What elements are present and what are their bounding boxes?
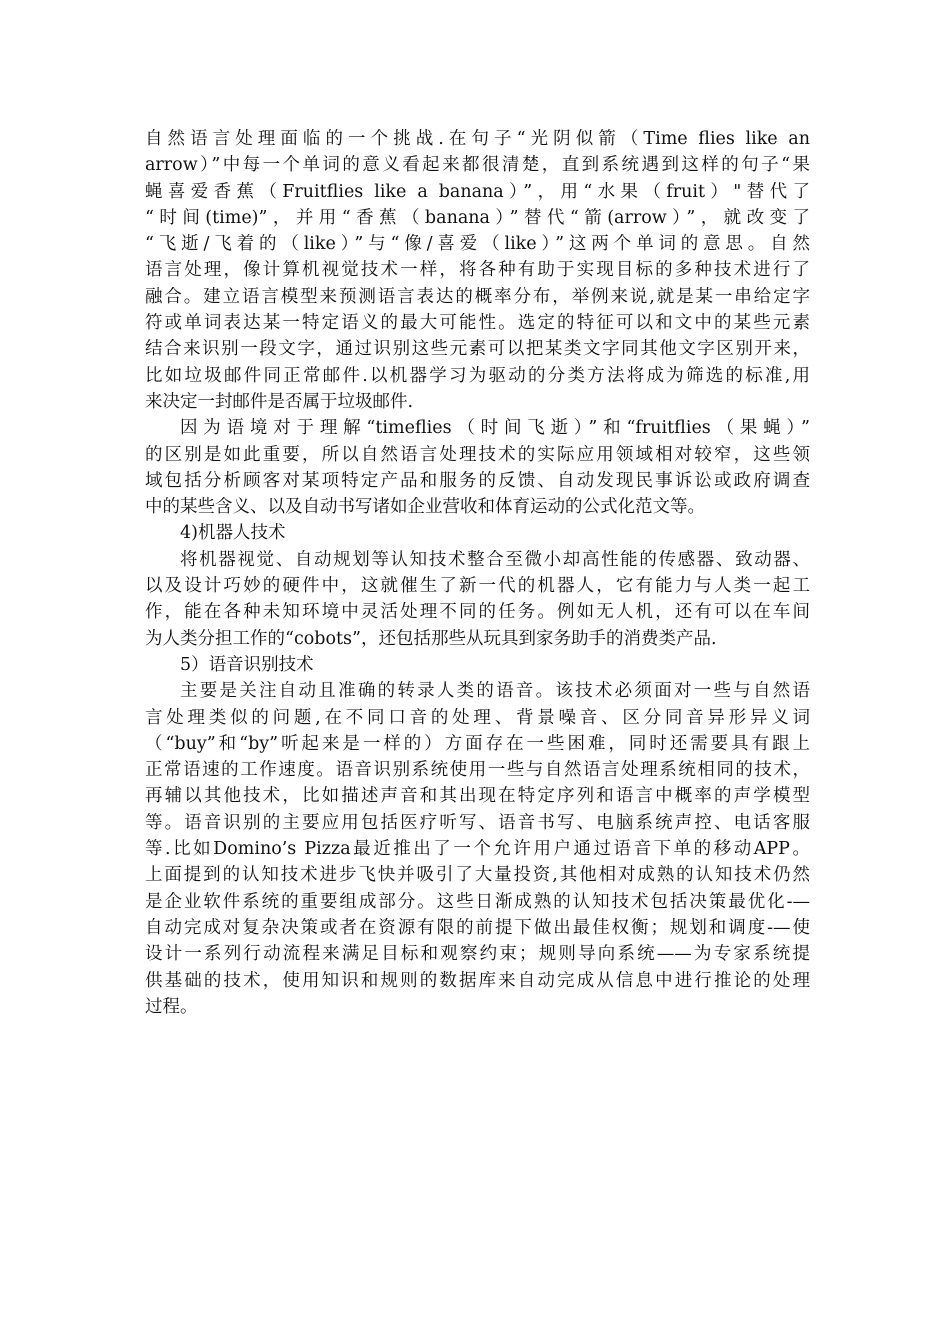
- text-line: 为人类分担工作的“cobots”，还包括那些从玩具到家务助手的消费类产品.: [145, 628, 717, 649]
- text-line: 将机器视觉、自动规划等认知技术整合至微小却高性能的传感器、致动器、: [180, 549, 810, 570]
- text-line: 等。语音识别的主要应用包括医疗听写、语音书写、电脑系统声控、电话客服: [145, 812, 810, 833]
- text-line: 设计一系列行动流程来满足目标和观察约束；规则导向系统——为专家系统提: [145, 944, 810, 965]
- text-line: 符或单词表达某一特定语义的最大可能性。选定的特征可以和文中的某些元素: [145, 313, 810, 334]
- text-line: 上面提到的认知技术进步飞快并吸引了大量投资,其他相对成熟的认知技术仍然: [145, 865, 810, 886]
- text-line: 中的某些含义、以及自动书写诸如企业营收和体育运动的公式化范文等。: [145, 497, 705, 518]
- text-line: “飞逝/飞着的（like）”与“像/喜爱（like）”这两个单词的意思。自然: [145, 234, 810, 255]
- text-line: 融合。建立语言模型来预测语言表达的概率分布，举例来说,就是某一串给定字: [145, 286, 810, 307]
- text-line: 主要是关注自动且准确的转录人类的语音。该技术必须面对一些与自然语: [180, 681, 810, 702]
- text-line: 以及设计巧妙的硬件中，这就催生了新一代的机器人，它有能力与人类一起工: [145, 576, 810, 597]
- text-line: arrow）”中每一个单词的意义看起来都很清楚，直到系统遇到这样的句子“果: [145, 155, 810, 176]
- text-line: 过程。: [145, 996, 198, 1017]
- text-line: 来决定一封邮件是否属于垃圾邮件.: [145, 391, 414, 412]
- text-line: 自动完成对复杂决策或者在资源有限的前提下做出最佳权衡；规划和调度-—使: [145, 917, 810, 938]
- text-line: 言处理类似的问题,在不同口音的处理、背景噪音、区分同音异形异义词: [145, 707, 810, 728]
- text-line: 自然语言处理面临的一个挑战.在句子“光阴似箭（Time flies like an: [145, 129, 810, 149]
- text-line: 比如垃圾邮件同正常邮件.以机器学习为驱动的分类方法将成为筛选的标准,用: [145, 365, 810, 386]
- text-line: （“buy”和“by”听起来是一样的）方面存在一些困难，同时还需要具有跟上: [145, 733, 810, 754]
- text-line: 结合来识别一段文字，通过识别这些元素可以把某类文字同其他文字区别开来，: [145, 339, 810, 360]
- text-line: 因为语境对于理解“timeflies（时间飞逝）”和“fruitflies（果蝇）”: [180, 418, 810, 439]
- text-line: 作，能在各种未知环境中灵活处理不同的任务。例如无人机，还有可以在车间: [145, 602, 810, 623]
- text-line: 5）语音识别技术: [180, 654, 314, 675]
- text-line: 是企业软件系统的重要组成部分。这些日渐成熟的认知技术包括决策最优化-—: [145, 891, 810, 912]
- text-line: 再辅以其他技术，比如描述声音和其出现在特定序列和语言中概率的声学模型: [145, 786, 810, 807]
- text-line: 等.比如Domino’s Pizza最近推出了一个允许用户通过语音下单的移动APP。: [145, 839, 810, 860]
- text-line: 的区别是如此重要，所以自然语言处理技术的实际应用领域相对较窄，这些领: [145, 444, 810, 465]
- body-text: [145, 126, 810, 1020]
- text-line: 语言处理，像计算机视觉技术一样，将各种有助于实现目标的多种技术进行了: [145, 260, 810, 281]
- text-line: 正常语速的工作速度。语音识别系统使用一些与自然语言处理系统相同的技术，: [145, 760, 810, 781]
- text-line: 域包括分析顾客对某项特定产品和服务的反馈、自动发现民事诉讼或政府调查: [145, 470, 810, 491]
- text-line: “时间(time)”，并用“香蕉（banana）”替代“箭(arrow）”，就改变了: [145, 207, 810, 228]
- text-line: 供基础的技术，使用知识和规则的数据库来自动完成从信息中进行推论的处理: [145, 970, 810, 991]
- text-line: 蝇喜爱香蕉（Fruitflies like a banana）”，用“水果（fruit）"替代了: [145, 181, 810, 202]
- text-line: 4)机器人技术: [180, 523, 286, 544]
